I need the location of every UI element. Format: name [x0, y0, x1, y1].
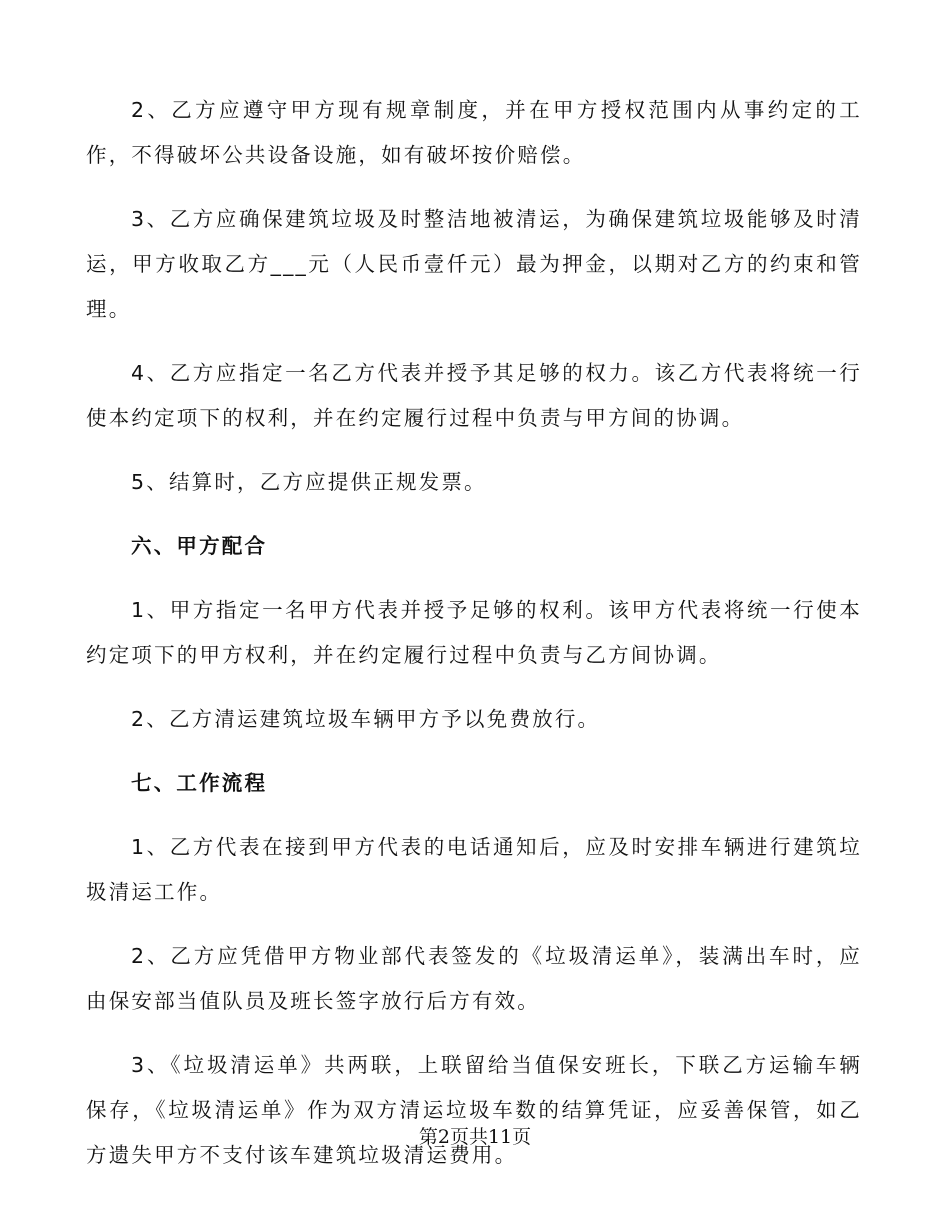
document-body — [86, 88, 862, 1197]
clause-paragraph: 2、乙方应凭借甲方物业部代表签发的《垃圾清运单》，装满出车时，应由保安部当值队员及班长签字放行后方有效。 — [86, 944, 862, 1013]
clause-paragraph: 1、乙方代表在接到甲方代表的电话通知后，应及时安排车辆进行建筑垃圾清运工作。 — [86, 835, 862, 904]
clause-paragraph: 3、《垃圾清运单》共两联，上联留给当值保安班长，下联乙方运输车辆保存，《垃圾清运单》作为双方清运垃圾车数的结算凭证，应妥善保管，如乙方遗失甲方不支付该车建筑垃圾清运费用。 — [86, 1053, 862, 1167]
page-number: 第2页共11页 — [418, 1126, 532, 1148]
section-heading: 七、工作流程 — [131, 771, 268, 795]
clause-paragraph: 4、乙方应指定一名乙方代表并授予其足够的权力。该乙方代表将统一行使本约定项下的权利，并在约定履行过程中负责与甲方间的协调。 — [86, 361, 862, 430]
clause-paragraph: 1、甲方指定一名甲方代表并授予足够的权利。该甲方代表将统一行使本约定项下的甲方权利，并在约定履行过程中负责与乙方间协调。 — [86, 598, 862, 667]
clause-paragraph: 2、乙方清运建筑垃圾车辆甲方予以免费放行。 — [131, 707, 601, 731]
section-heading: 六、甲方配合 — [131, 534, 268, 558]
clause-paragraph: 5、结算时，乙方应提供正规发票。 — [131, 470, 487, 494]
clause-paragraph: 3、乙方应确保建筑垃圾及时整洁地被清运，为确保建筑垃圾能够及时清运，甲方收取乙方___元（人民币壹仟元）最为押金，以期对乙方的约束和管理。 — [86, 207, 862, 321]
clause-paragraph: 2、乙方应遵守甲方现有规章制度，并在甲方授权范围内从事约定的工作，不得破坏公共设备设施，如有破坏按价赔偿。 — [86, 98, 862, 167]
